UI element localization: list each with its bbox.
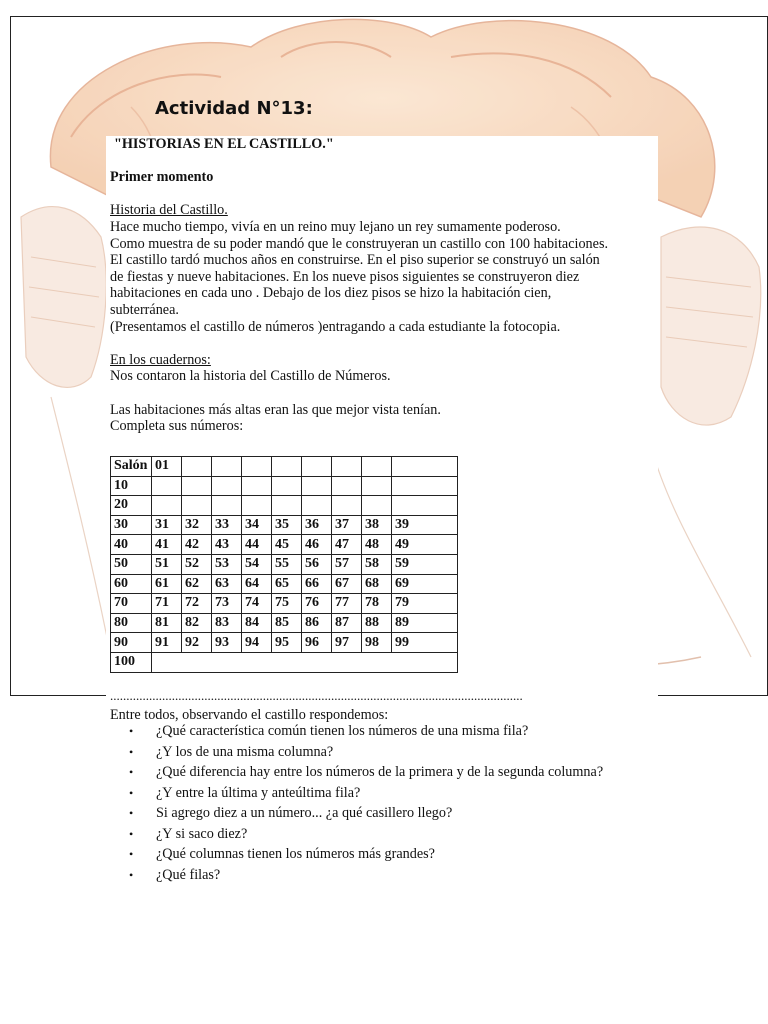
table-cell	[302, 457, 332, 477]
table-cell: 53	[212, 554, 242, 574]
table-cell: 56	[302, 554, 332, 574]
table-cell: 38	[362, 515, 392, 535]
table-cell: 57	[332, 554, 362, 574]
table-cell: 46	[302, 535, 332, 555]
table-cell	[392, 496, 458, 516]
prompt-line: Las habitaciones más altas eran las que mejor vista tenían.	[110, 401, 441, 418]
question-text: Si agrego diez a un número... ¿a qué casillero llego?	[156, 805, 453, 821]
table-cell: 89	[392, 613, 458, 633]
notebook-heading: En los cuadernos:	[110, 351, 211, 368]
table-cell: 59	[392, 554, 458, 574]
table-cell	[152, 652, 458, 672]
table-cell: 87	[332, 613, 362, 633]
moment-heading: Primer momento	[110, 169, 214, 186]
table-cell	[182, 476, 212, 496]
table-cell: 71	[152, 594, 182, 614]
table-cell: 55	[272, 554, 302, 574]
history-line: habitaciones en cada uno . Debajo de los diez pisos se hizo la habitación cien,	[110, 285, 552, 302]
table-cell: 93	[212, 633, 242, 653]
table-cell: 40	[111, 535, 152, 555]
table-cell: 52	[182, 554, 212, 574]
table-cell	[182, 496, 212, 516]
bullet-icon: •	[129, 785, 134, 800]
table-cell: 44	[242, 535, 272, 555]
table-cell: 51	[152, 554, 182, 574]
bullet-icon: •	[129, 847, 134, 861]
table-cell: 83	[212, 613, 242, 633]
table-cell: 45	[272, 535, 302, 555]
table-cell: 49	[392, 535, 458, 555]
table-cell: 78	[362, 594, 392, 614]
table-cell: 41	[152, 535, 182, 555]
question-text: ¿Qué diferencia hay entre los números de la primera y de la segunda columna?	[156, 764, 604, 780]
history-line: Hace mucho tiempo, vivía en un reino muy lejano un rey sumamente poderoso.	[110, 218, 561, 235]
table-cell	[272, 457, 302, 477]
table-cell	[212, 457, 242, 477]
table-cell: 96	[302, 633, 332, 653]
table-cell: 86	[302, 613, 332, 633]
table-cell: 54	[242, 554, 272, 574]
story-title: "HISTORIAS EN EL CASTILLO."	[114, 136, 334, 152]
table-cell: Salón	[111, 457, 152, 477]
table-cell	[332, 457, 362, 477]
table-cell: 63	[212, 574, 242, 594]
table-cell: 34	[242, 515, 272, 535]
history-line: subterránea.	[110, 301, 179, 318]
number-castle-table	[110, 456, 458, 673]
bullet-icon: •	[129, 765, 134, 779]
table-cell: 76	[302, 594, 332, 614]
table-cell: 97	[332, 633, 362, 653]
table-row	[111, 594, 458, 614]
table-cell: 30	[111, 515, 152, 535]
table-cell: 85	[272, 613, 302, 633]
question-text: ¿Qué característica común tienen los números de una misma fila?	[156, 723, 529, 739]
table-cell	[302, 496, 332, 516]
history-line: (Presentamos el castillo de números )entragando a cada estudiante la fotocopia.	[110, 318, 561, 335]
table-cell: 75	[272, 594, 302, 614]
bullet-icon: •	[129, 724, 134, 738]
table-cell: 31	[152, 515, 182, 535]
table-cell: 48	[362, 535, 392, 555]
table-cell	[362, 476, 392, 496]
bullet-icon: •	[129, 867, 134, 882]
question-text: ¿Qué filas?	[156, 866, 221, 883]
table-cell	[212, 496, 242, 516]
table-cell: 73	[212, 594, 242, 614]
table-row	[111, 554, 458, 574]
table-cell	[212, 476, 242, 496]
dotted-separator: ...............................................................................................................................	[110, 690, 523, 702]
table-cell: 72	[182, 594, 212, 614]
table-row	[111, 496, 458, 516]
table-cell	[242, 476, 272, 496]
table-row	[111, 652, 458, 672]
table-cell: 67	[332, 574, 362, 594]
table-cell: 100	[111, 652, 152, 672]
table-cell: 35	[272, 515, 302, 535]
table-cell: 80	[111, 613, 152, 633]
table-cell	[362, 496, 392, 516]
table-row	[111, 476, 458, 496]
question-text: ¿Qué columnas tienen los números más grandes?	[156, 846, 435, 862]
table-cell: 99	[392, 633, 458, 653]
table-cell: 37	[332, 515, 362, 535]
table-cell	[242, 496, 272, 516]
table-cell: 84	[242, 613, 272, 633]
table-cell: 90	[111, 633, 152, 653]
table-cell: 42	[182, 535, 212, 555]
table-cell: 77	[332, 594, 362, 614]
table-cell	[272, 476, 302, 496]
bullet-icon: •	[129, 744, 134, 759]
table-row	[111, 574, 458, 594]
table-cell: 36	[302, 515, 332, 535]
history-line: de fiestas y nueve habitaciones. En los nueve pisos siguientes se construyeron diez	[110, 268, 580, 285]
table-cell: 66	[302, 574, 332, 594]
table-cell: 92	[182, 633, 212, 653]
table-row	[111, 633, 458, 653]
table-cell: 70	[111, 594, 152, 614]
table-cell: 69	[392, 574, 458, 594]
table-cell	[242, 457, 272, 477]
table-cell: 58	[362, 554, 392, 574]
table-cell: 82	[182, 613, 212, 633]
table-cell: 64	[242, 574, 272, 594]
table-cell	[362, 457, 392, 477]
table-cell: 60	[111, 574, 152, 594]
table-cell: 74	[242, 594, 272, 614]
question-text: ¿Y entre la última y anteúltima fila?	[156, 784, 361, 801]
table-cell	[152, 496, 182, 516]
table-row	[111, 457, 458, 477]
together-instruction: Entre todos, observando el castillo respondemos:	[110, 707, 389, 723]
bullet-icon: •	[129, 826, 134, 841]
table-cell: 61	[152, 574, 182, 594]
prompt-line: Completa sus números:	[110, 418, 244, 435]
table-cell	[392, 476, 458, 496]
notebook-line: Nos contaron la historia del Castillo de Números.	[110, 368, 391, 385]
table-cell	[392, 457, 458, 477]
table-row	[111, 613, 458, 633]
table-cell: 95	[272, 633, 302, 653]
question-text: ¿Y si saco diez?	[156, 825, 248, 842]
table-cell: 79	[392, 594, 458, 614]
table-row	[111, 515, 458, 535]
table-cell: 10	[111, 476, 152, 496]
table-cell: 50	[111, 554, 152, 574]
table-cell	[332, 496, 362, 516]
table-cell	[182, 457, 212, 477]
table-cell: 43	[212, 535, 242, 555]
question-text: ¿Y los de una misma columna?	[156, 743, 334, 760]
table-cell: 32	[182, 515, 212, 535]
table-cell	[152, 476, 182, 496]
history-heading: Historia del Castillo.	[110, 202, 228, 219]
activity-title: Actividad N°13:	[155, 98, 313, 119]
table-cell: 47	[332, 535, 362, 555]
table-row	[111, 535, 458, 555]
table-cell: 62	[182, 574, 212, 594]
table-cell: 65	[272, 574, 302, 594]
table-cell: 94	[242, 633, 272, 653]
table-cell: 98	[362, 633, 392, 653]
table-cell: 81	[152, 613, 182, 633]
table-cell: 33	[212, 515, 242, 535]
history-line: El castillo tardó muchos años en construirse. En el piso superior se construyó un salón	[110, 252, 600, 269]
table-cell: 88	[362, 613, 392, 633]
table-cell: 91	[152, 633, 182, 653]
history-line: Como muestra de su poder mandó que le construyeran un castillo con 100 habitaciones.	[110, 235, 609, 252]
table-cell	[272, 496, 302, 516]
table-cell: 68	[362, 574, 392, 594]
table-cell: 01	[152, 457, 182, 477]
story-text	[110, 136, 658, 435]
table-cell	[302, 476, 332, 496]
table-cell: 20	[111, 496, 152, 516]
table-cell	[332, 476, 362, 496]
bullet-icon: •	[129, 806, 134, 820]
table-cell: 39	[392, 515, 458, 535]
